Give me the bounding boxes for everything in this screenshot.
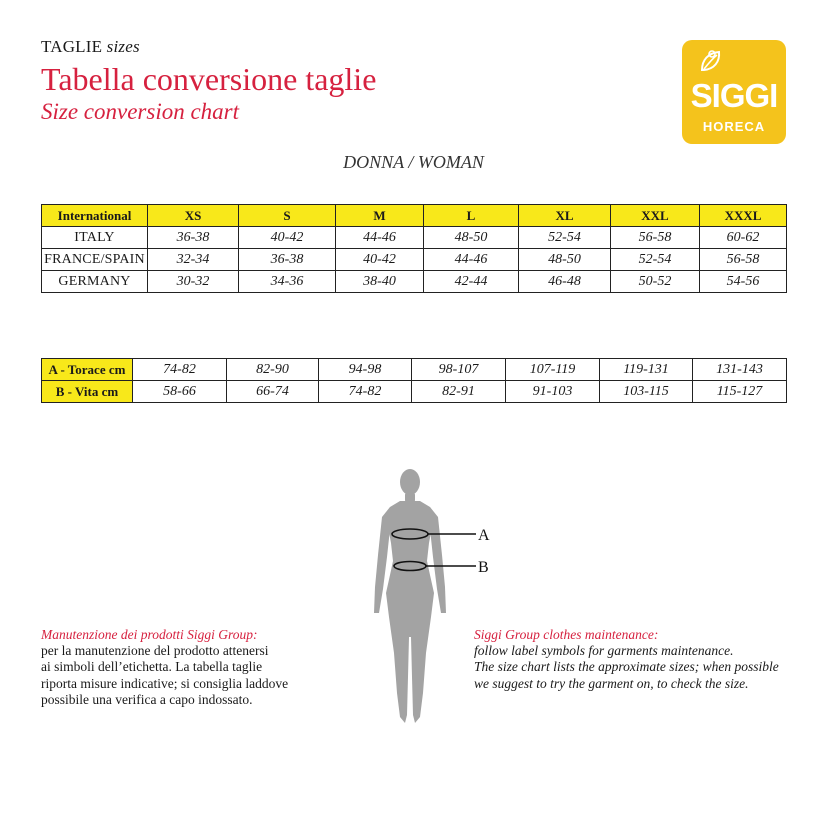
maintenance-heading: Siggi Group clothes maintenance: (474, 627, 659, 642)
maintenance-line: riporta misure indicative; si consiglia laddove (41, 675, 289, 691)
size-value: 60-62 (700, 227, 787, 249)
size-value: 52-54 (611, 249, 700, 271)
measure-value: 94-98 (319, 359, 412, 381)
table-row (42, 249, 787, 271)
international-header: International (42, 205, 148, 227)
size-value: 46-48 (519, 271, 611, 293)
size-header: S (239, 205, 336, 227)
size-value: 40-42 (336, 249, 424, 271)
leaf-icon (698, 48, 724, 74)
size-value: 42-44 (424, 271, 519, 293)
size-value: 52-54 (519, 227, 611, 249)
measure-value: 82-91 (412, 381, 506, 403)
page-subtitle: Size conversion chart (41, 99, 240, 124)
size-value: 44-46 (336, 227, 424, 249)
table-row (42, 381, 787, 403)
size-value: 54-56 (700, 271, 787, 293)
siggi-horeca-logo (682, 40, 786, 144)
figure-torso (386, 501, 434, 723)
body-silhouette-figure (360, 465, 500, 733)
logo-sub: HORECA (702, 119, 766, 134)
size-value: 34-36 (239, 271, 336, 293)
size-conversion-table (41, 204, 787, 293)
page-title: Tabella conversione taglie (41, 61, 377, 97)
country-label: FRANCE/SPAIN (42, 249, 148, 271)
measure-value: 115-127 (693, 381, 787, 403)
logo-brand: SIGGI (690, 77, 778, 114)
size-value: 44-46 (424, 249, 519, 271)
size-value: 56-58 (611, 227, 700, 249)
table-row (42, 227, 787, 249)
measure-value: 66-74 (227, 381, 319, 403)
maintenance-italian (41, 627, 341, 708)
kicker-main: TAGLIE (41, 37, 103, 56)
size-value: 36-38 (148, 227, 239, 249)
maintenance-heading: Manutenzione dei prodotti Siggi Group: (41, 627, 258, 642)
size-header: XXL (611, 205, 700, 227)
size-header: M (336, 205, 424, 227)
size-header: XS (148, 205, 239, 227)
maintenance-line: follow label symbols for garments maintenance. (474, 643, 734, 659)
size-value: 50-52 (611, 271, 700, 293)
size-value: 30-32 (148, 271, 239, 293)
measure-value: 91-103 (506, 381, 600, 403)
body-measurements-table (41, 358, 787, 403)
size-value: 56-58 (700, 249, 787, 271)
measure-value: 74-82 (133, 359, 227, 381)
measure-value: 74-82 (319, 381, 412, 403)
country-label: ITALY (42, 227, 148, 249)
label-a: A (478, 527, 490, 544)
maintenance-line: The size chart lists the approximate sizes; when possible (474, 659, 779, 675)
size-value: 38-40 (336, 271, 424, 293)
page-kicker (41, 37, 140, 57)
maintenance-line: possibile una verifica a capo indossato. (41, 691, 253, 707)
measure-value: 58-66 (133, 381, 227, 403)
measure-value: 131-143 (693, 359, 787, 381)
size-value: 48-50 (519, 249, 611, 271)
size-header: L (424, 205, 519, 227)
size-header: XL (519, 205, 611, 227)
measure-value: 119-131 (600, 359, 693, 381)
label-b: B (478, 559, 489, 576)
measure-value: 82-90 (227, 359, 319, 381)
maintenance-line: we suggest to try the garment on, to check the size. (474, 675, 749, 691)
size-value: 32-34 (148, 249, 239, 271)
figure-neck (405, 493, 415, 502)
table-row (42, 359, 787, 381)
maintenance-line: per la manutenzione del prodotto attenersi (41, 643, 269, 659)
table-row (42, 271, 787, 293)
maintenance-line: ai simboli dell’etichetta. La tabella taglie (41, 659, 263, 675)
section-label: DONNA / WOMAN (343, 152, 484, 172)
measure-value: 98-107 (412, 359, 506, 381)
size-header-row (42, 205, 787, 227)
measure-value: 103-115 (600, 381, 693, 403)
figure-head (400, 469, 420, 495)
country-label: GERMANY (42, 271, 148, 293)
measure-value: 107-119 (506, 359, 600, 381)
size-value: 36-38 (239, 249, 336, 271)
size-value: 48-50 (424, 227, 519, 249)
measure-label: A - Torace cm (42, 359, 133, 381)
kicker-sub: sizes (106, 37, 140, 56)
measure-label: B - Vita cm (42, 381, 133, 403)
size-header: XXXL (700, 205, 787, 227)
maintenance-english (474, 627, 804, 692)
size-value: 40-42 (239, 227, 336, 249)
